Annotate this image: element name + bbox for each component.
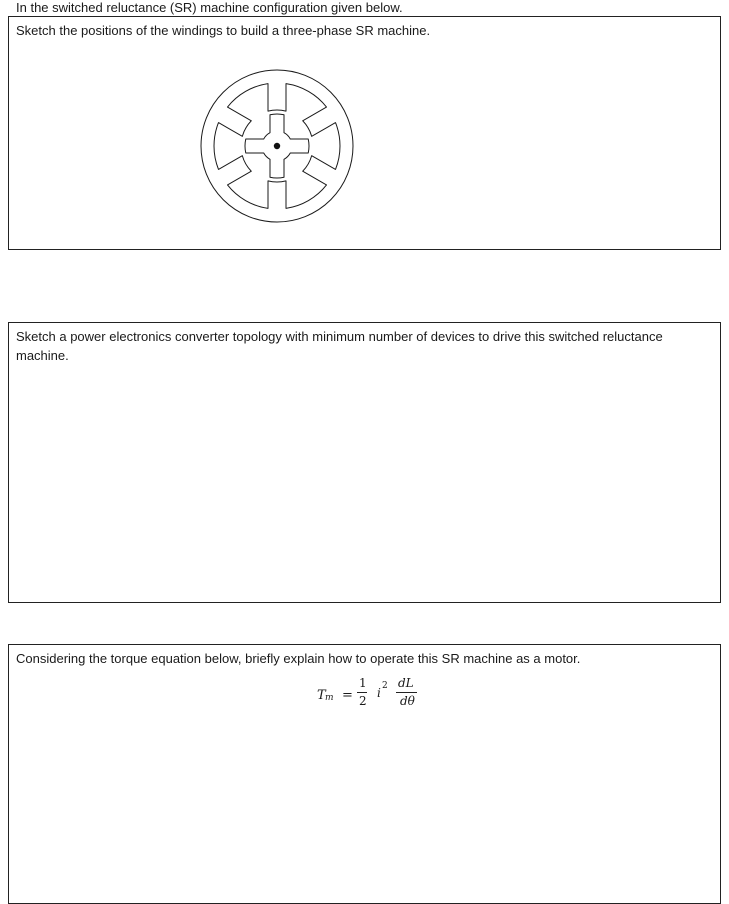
coef-numerator: 1	[359, 676, 367, 690]
deriv-numerator: dL	[398, 676, 414, 690]
current-symbol: i	[377, 686, 381, 700]
deriv-fraction-line	[396, 692, 417, 693]
question-3-prompt: Considering the torque equation below, briefly explain how to operate this SR machine as a motor.	[16, 651, 581, 666]
deriv-denominator: dθ	[400, 694, 415, 708]
equals-sign: =	[342, 688, 353, 703]
torque-symbol: T	[317, 688, 326, 703]
coef-denominator: 2	[359, 694, 367, 708]
intro-text: In the switched reluctance (SR) machine configuration given below.	[16, 0, 403, 15]
question-3-box	[8, 644, 721, 904]
sr-machine-diagram	[198, 67, 356, 225]
question-2-prompt: Sketch a power electronics converter topology with minimum number of devices to drive this switched reluctance machine.	[16, 329, 663, 363]
question-1-box	[8, 16, 721, 250]
torque-subscript: m	[325, 693, 334, 703]
question-2-box	[8, 322, 721, 603]
coef-fraction-line	[357, 692, 367, 693]
current-power: 2	[382, 681, 388, 691]
shaft-dot	[274, 143, 280, 149]
question-1-prompt: Sketch the positions of the windings to build a three-phase SR machine.	[16, 23, 431, 38]
torque-equation	[315, 676, 425, 716]
